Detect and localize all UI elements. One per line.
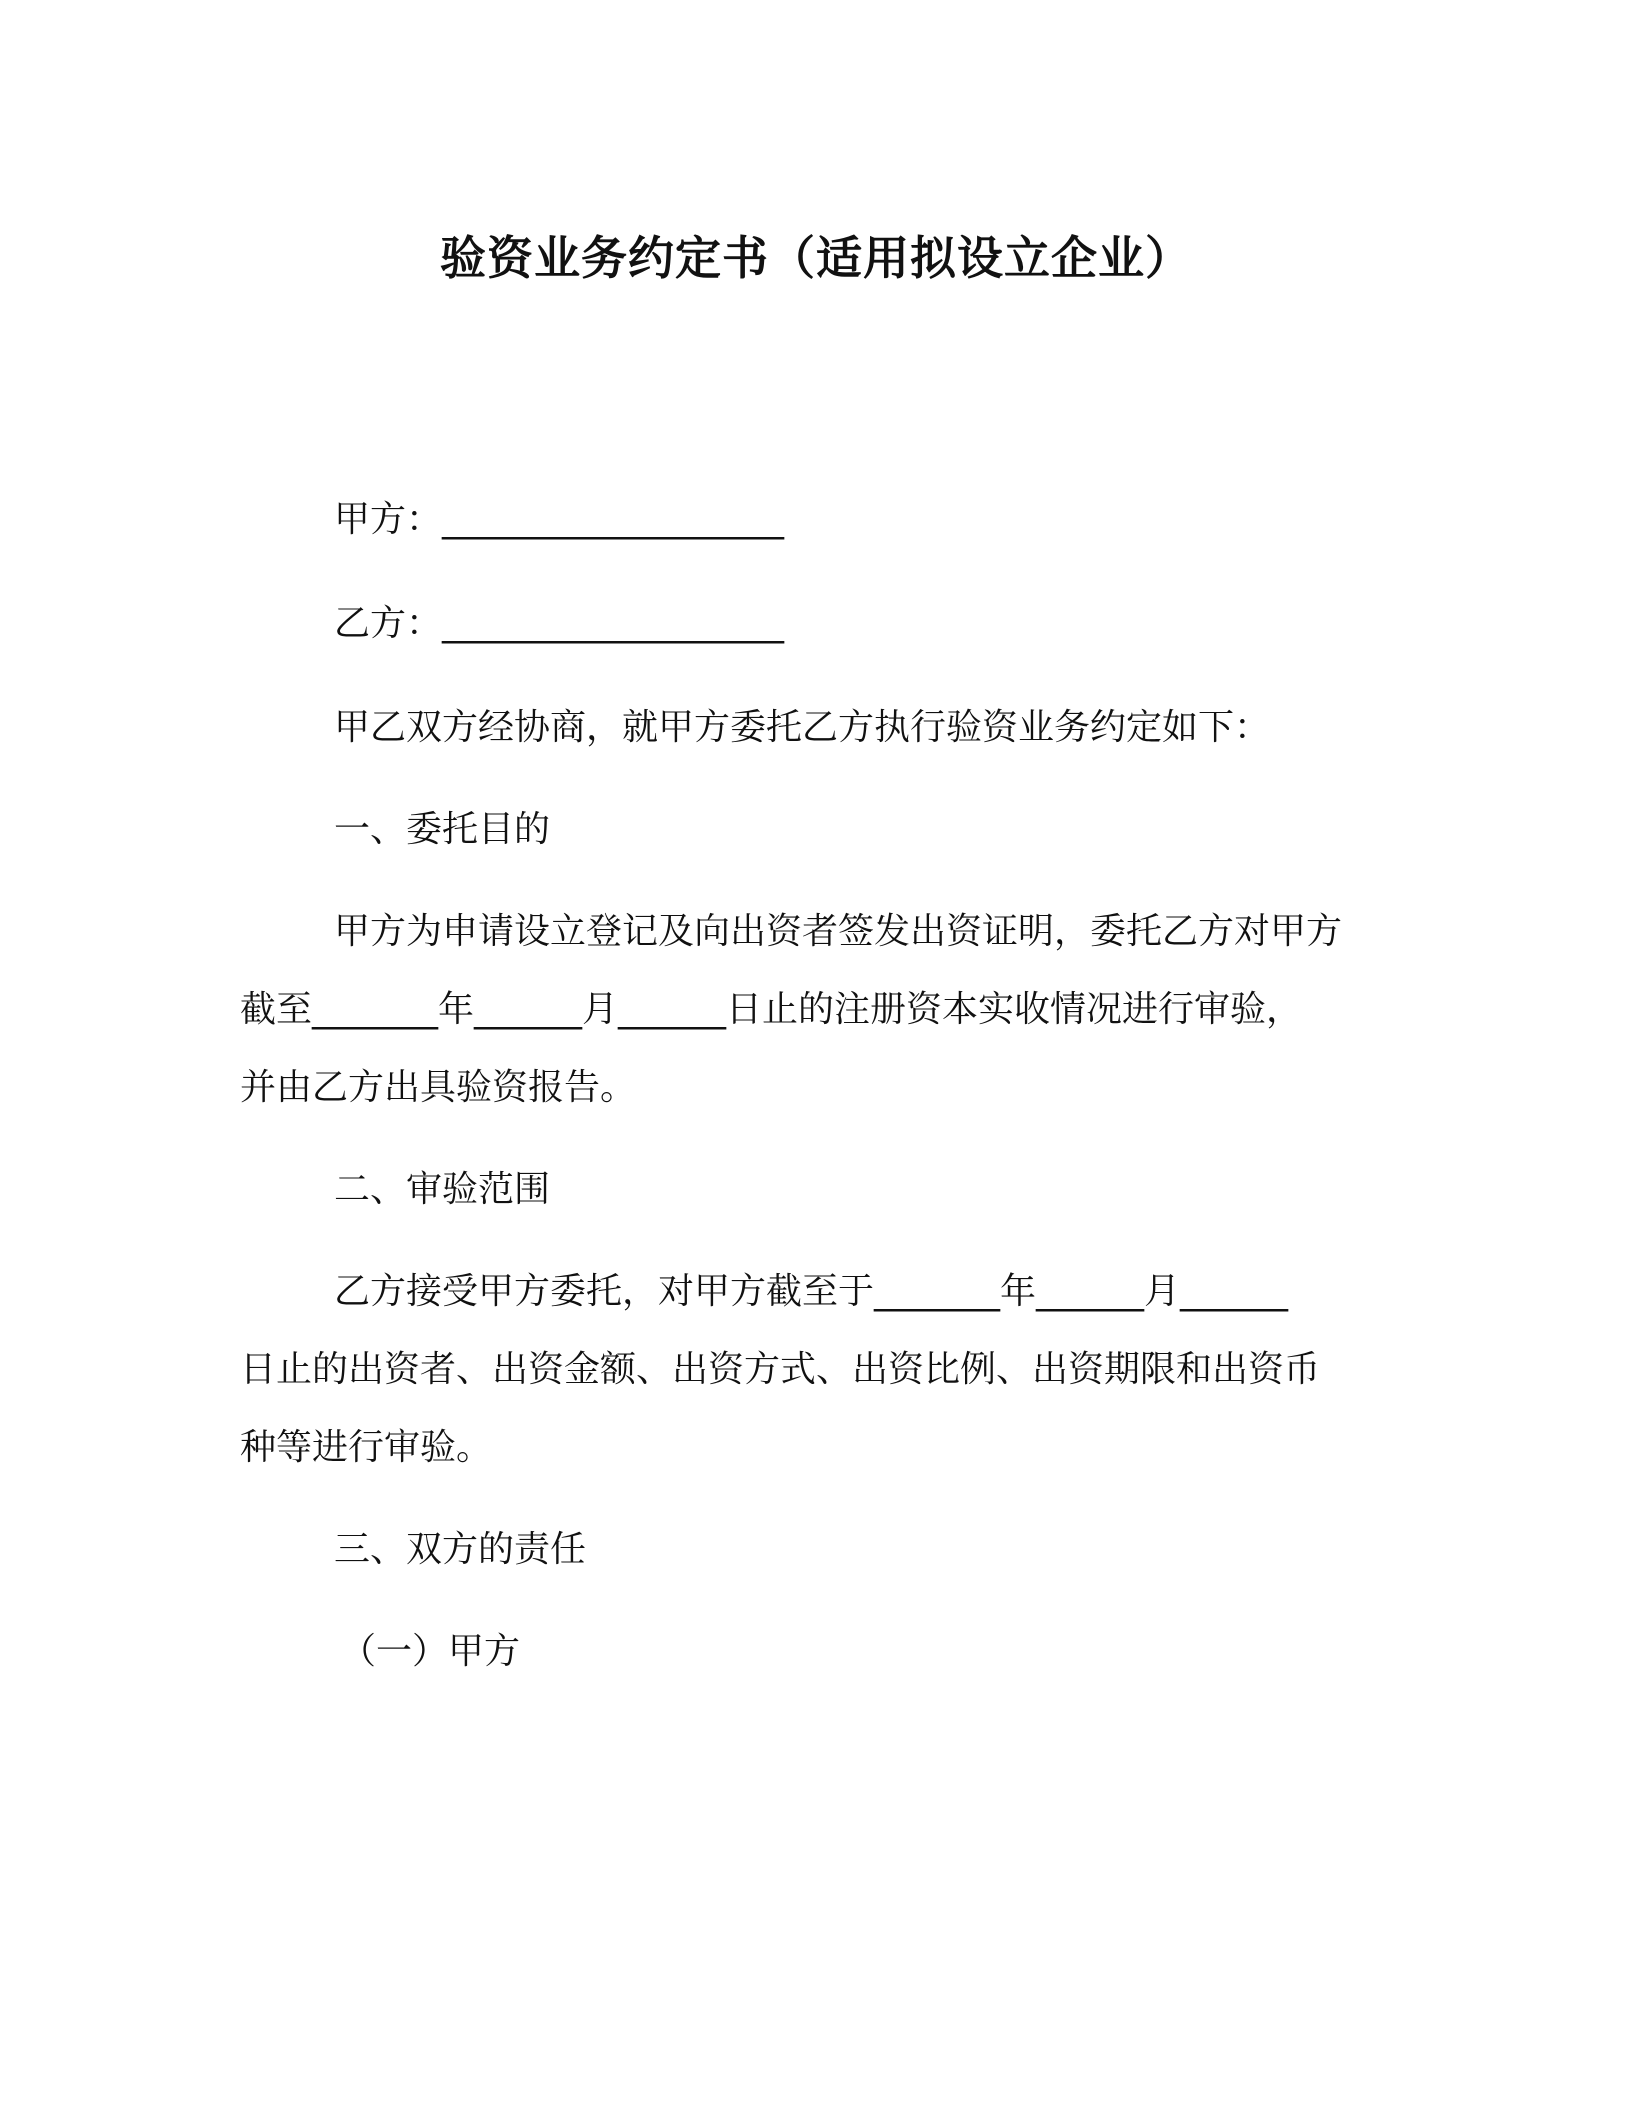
section-2-line-3: 种等进行审验。 [240,1427,493,1468]
section-1-line-1: 甲方为申请设立登记及向出资者签发出资证明，委托乙方对甲方 [334,911,1343,952]
section-1-line-3: 并由乙方出具验资报告。 [240,1067,637,1108]
section-1-heading: 一、委托目的 [334,809,551,850]
intro-paragraph: 甲乙双方经协商，就甲方委托乙方执行验资业务约定如下： [334,707,1271,748]
section-2-heading: 二、审验范围 [334,1169,551,1210]
section-1-line-2: 截至_______年______月______日止的注册资本实收情况进行审验， [240,989,1303,1030]
section-2-line-1: 乙方接受甲方委托，对甲方截至于_______年______月______ [334,1271,1289,1312]
section-3-sub-1: （一）甲方 [340,1631,521,1672]
section-3-heading: 三、双方的责任 [334,1529,587,1570]
section-2-line-2: 日止的出资者、出资金额、出资方式、出资比例、出资期限和出资币 [240,1349,1321,1390]
party-a-line: 甲方：___________________ [334,499,785,540]
party-b-line: 乙方：___________________ [334,603,785,644]
document-title: 验资业务约定书（适用拟设立企业） [440,231,1192,285]
